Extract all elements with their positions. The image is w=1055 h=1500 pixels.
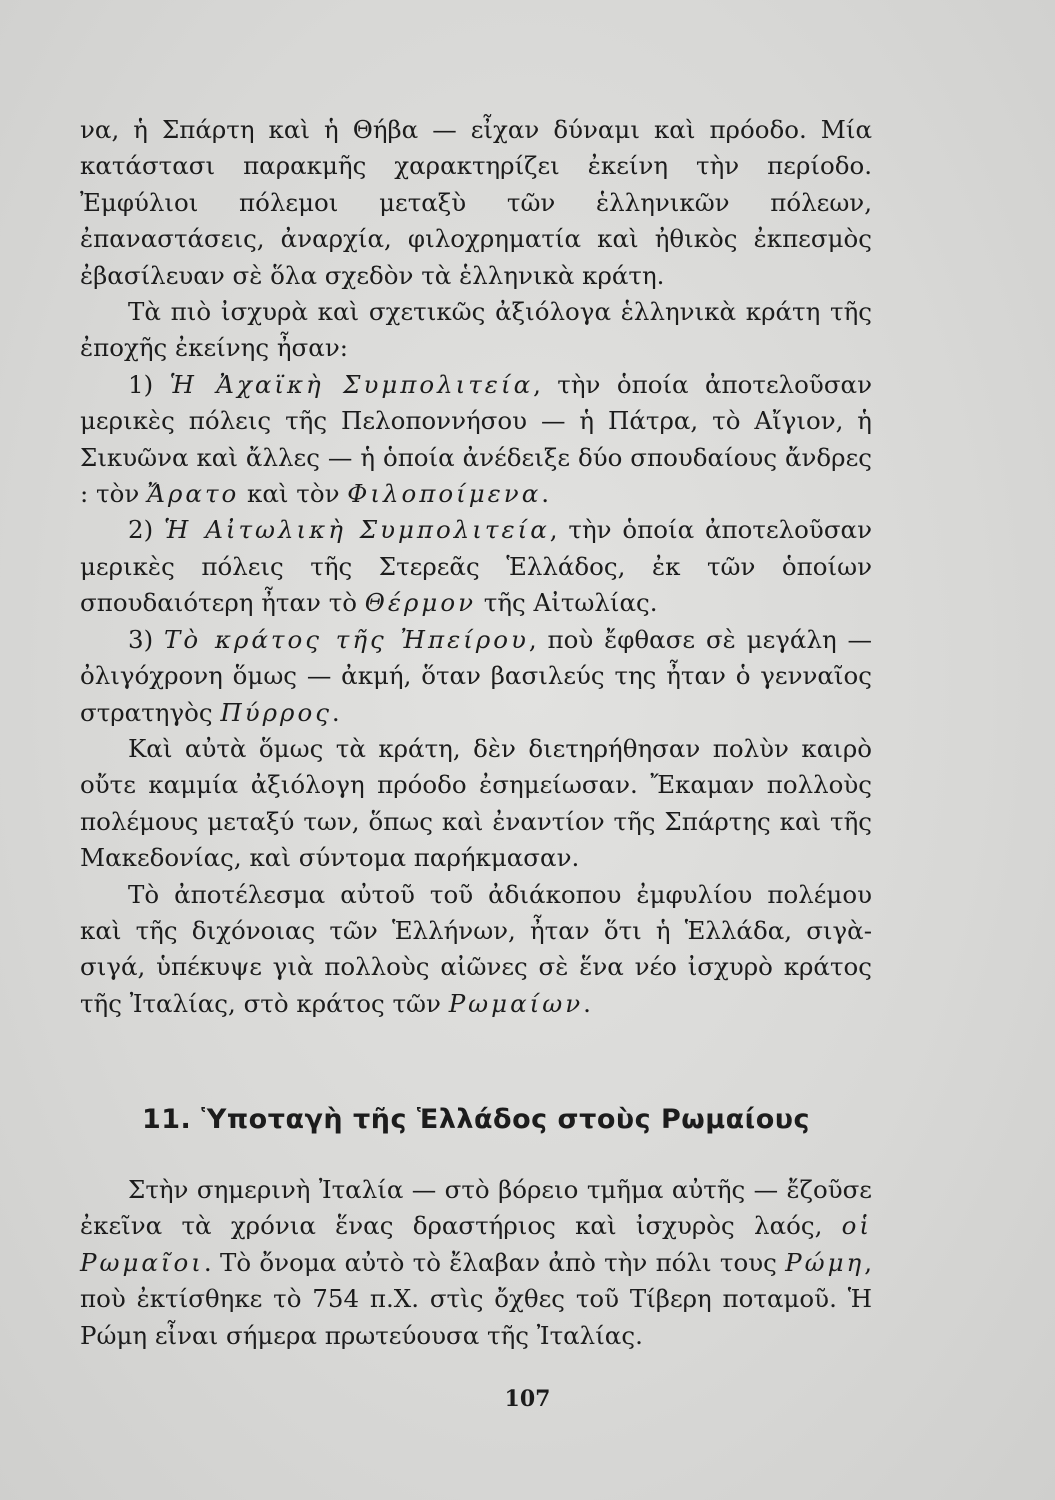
text-run: . [583, 988, 591, 1018]
text-run: Τὰ πιὸ ἰσχυρὰ καὶ σχετικῶς ἀξιόλογα ἑλληνικὰ κράτη τῆς ἐποχῆς ἐκείνης ἦσαν: [80, 297, 872, 363]
text-run: . [541, 479, 550, 509]
emphasized-name: Ρώμη [785, 1247, 865, 1277]
body-text-top [80, 112, 872, 1022]
text-run: , ποὺ ἔφθασε σὲ μεγάλη — ὀλιγόχρονη ὅμως — ἀκμή, ὅταν βασιλεύς της ἦταν ὁ γενναῖος στρατηγὸς [80, 624, 872, 727]
paragraph [80, 622, 872, 731]
emphasized-name: Φιλοποίμενα [347, 479, 542, 509]
emphasized-name: Πύρρος [220, 697, 332, 727]
text-run: Τὸ ἀποτέλεσμα αὐτοῦ τοῦ ἀδιάκοπου ἐμφυλίου πολέμου καὶ τῆς διχόνοιας τῶν Ἑλλήνων, ἦταν ὅτι ἡ Ἑλλάδα, σιγὰ-σιγά, ὑπέκυψε γιὰ πολλοὺς αἰῶνες σὲ ἕνα νέο ἰσχυρὸ κράτος τῆς Ἰταλίας, στὸ κράτος τῶν [80, 879, 872, 1018]
text-run: Καὶ αὐτὰ ὅμως τὰ κράτη, δὲν διετηρήθησαν πολὺν καιρὸ οὔτε καμμία ἀξιόλογη πρόοδο ἐσημείωσαν. Ἔκαμαν πολλοὺς πολέμους μεταξύ των, ὅπως καὶ ἐναντίον τῆς Σπάρτης καὶ τῆς Μακεδονίας, καὶ σύντομα παρήκμασαν. [80, 733, 872, 873]
emphasized-name: Ἡ Αἰτωλικὴ Συμπολιτεία [164, 515, 550, 545]
emphasized-name: Ἡ Ἀχαϊκὴ Συμπολιτεία [169, 369, 534, 399]
text-run: τῆς Αἰτωλίας. [476, 588, 658, 618]
text-run: , ποὺ ἐκτίσθηκε τὸ 754 π.Χ. στὶς ὄχθες τοῦ Τίβερη ποταμοῦ. Ἡ Ρώμη εἶναι σήμερα πρωτεύουσα τῆς Ἰταλίας. [80, 1247, 872, 1350]
text-run: . Τὸ ὄνομα αὐτὸ τὸ ἔλαβαν ἀπὸ τὴν πόλι τους [203, 1247, 786, 1277]
emphasized-name: Θέρμον [364, 588, 476, 618]
text-run: . [331, 697, 340, 727]
paragraph [80, 112, 872, 294]
paragraph [80, 294, 872, 367]
page-number: 107 [504, 1386, 551, 1412]
text-run: , τὴν ὁποία ἀποτελοῦσαν μερικὲς πόλεις τῆς Πελοποννήσου — ἡ Πάτρα, τὸ Αἴγιον, ἡ Σικυῶνα καὶ ἄλλες — ἡ ὁποία ἀνέδειξε δύο σπουδαίους ἄνδρες : τὸν [80, 369, 872, 509]
emphasized-name: οἱ Ρωμαῖοι [80, 1211, 872, 1277]
emphasized-name: Τὸ κράτος τῆς Ἠπείρου [163, 624, 529, 654]
text-run: , τὴν ὁποία ἀποτελοῦσαν μερικὲς πόλεις τῆς Στερεᾶς Ἑλλάδος, ἐκ τῶν ὁποίων σπουδαιότερη ἦταν τὸ [80, 515, 872, 618]
text-run: να, ἡ Σπάρτη καὶ ἡ Θήβα — εἶχαν δύναμι καὶ πρόοδο. Μία κατάστασι παρακμῆς χαρακτηρίζει ἐκείνη τὴν περίοδο. Ἐμφύλιοι πόλεμοι μεταξὺ τῶν ἑλληνικῶν πόλεων, ἐπαναστάσεις, ἀναρχία, φιλοχρηματία καὶ ἠθικὸς ἐκπεσμὸς ἐβασίλευαν σὲ ὅλα σχεδὸν τὰ ἑλληνικὰ κράτη. [80, 115, 872, 290]
paragraph [80, 1172, 872, 1354]
text-run: Στὴν σημερινὴ Ἰταλία — στὸ βόρειο τμῆμα αὐτῆς — ἔζοῦσε ἐκεῖνα τὰ χρόνια ἕνας δραστήριος καὶ ἰσχυρὸς λαός, [80, 1175, 872, 1241]
emphasized-name: Ρωμαίων [448, 988, 584, 1018]
emphasized-name: Ἄρατο [147, 479, 240, 509]
paragraph [80, 367, 872, 513]
text-run: 2) [128, 515, 165, 545]
section-heading: 11. Ὑποταγὴ τῆς Ἑλλάδος στοὺς Ρωμαίους [141, 1104, 810, 1135]
body-text-bottom [80, 1172, 872, 1354]
paragraph [80, 512, 872, 621]
text-run: 3) [128, 624, 164, 654]
text-run: 1) [128, 369, 170, 399]
text-run: καὶ τὸν [239, 479, 348, 509]
paragraph [80, 731, 872, 877]
paragraph [80, 877, 872, 1023]
